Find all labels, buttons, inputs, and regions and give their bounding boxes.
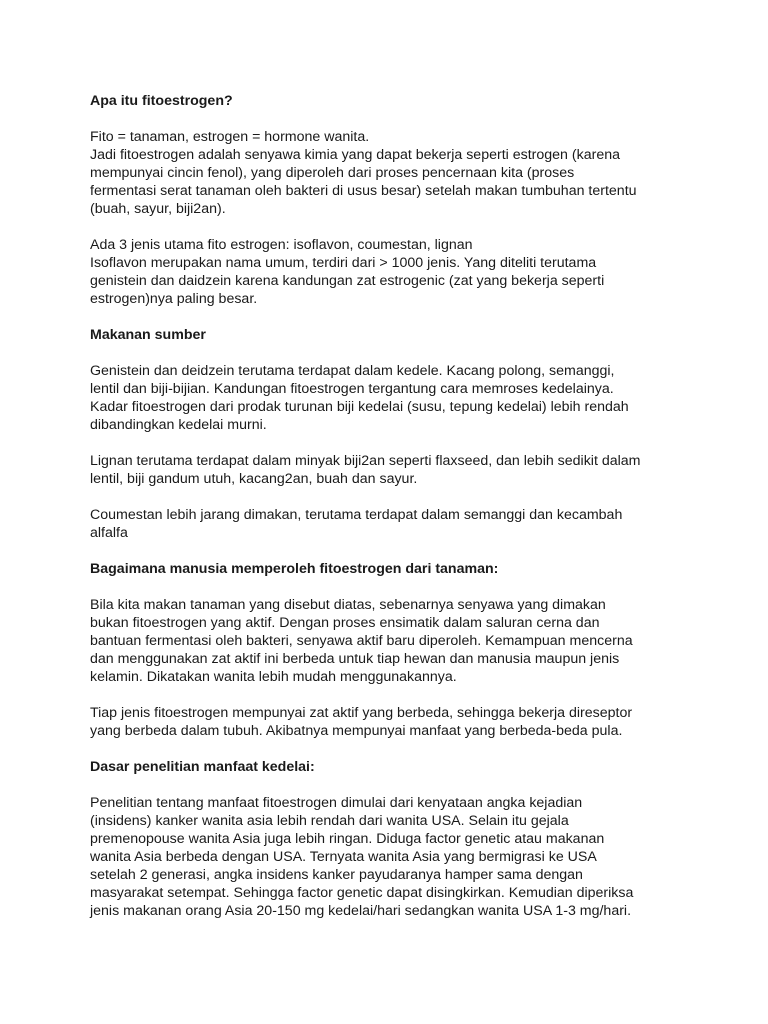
text-line: dan menggunakan zat aktif ini berbeda untuk tiap hewan dan manusia maupun jenis [90, 651, 620, 667]
section-heading: Dasar penelitian manfaat kedelai: [90, 759, 315, 775]
text-line: Tiap jenis fitoestrogen mempunyai zat aktif yang berbeda, sehingga bekerja direseptor [90, 705, 633, 721]
text-line: masyarakat setempat. Sehingga factor genetic dapat disingkirkan. Kemudian diperiksa [90, 885, 634, 901]
paragraph [90, 506, 690, 542]
text-line: bukan fitoestrogen yang aktif. Dengan proses ensimatik dalam saluran cerna dan [90, 615, 600, 631]
section-dasar-penelitian [90, 758, 690, 920]
text-line: fermentasi serat tanaman oleh bakteri di usus besar) setelah makan tumbuhan tertentu [90, 183, 637, 199]
paragraph [90, 596, 690, 686]
text-line: wanita Asia berbeda dengan USA. Ternyata wanita Asia yang bermigrasi ke USA [90, 849, 597, 865]
text-line: estrogen)nya paling besar. [90, 291, 258, 307]
text-line: lentil dan biji-bijian. Kandungan fitoestrogen tergantung cara memroses kedelainya. [90, 381, 614, 397]
section-heading: Makanan sumber [90, 327, 206, 343]
section-makanan-sumber [90, 326, 690, 542]
text-line: Coumestan lebih jarang dimakan, terutama terdapat dalam semanggi dan kecambah [90, 507, 623, 523]
text-line: genistein dan daidzein karena kandungan zat estrogenic (zat yang bekerja seperti [90, 273, 605, 289]
text-line: Ada 3 jenis utama fito estrogen: isoflavon, coumestan, lignan [90, 237, 473, 253]
paragraph [90, 452, 690, 488]
text-line: kelamin. Dikatakan wanita lebih mudah menggunakannya. [90, 669, 457, 685]
section-memperoleh-fitoestrogen [90, 560, 690, 740]
text-line: premenopouse wanita Asia juga lebih ringan. Diduga factor genetic atau makanan [90, 831, 605, 847]
text-line: alfalfa [90, 525, 128, 541]
text-line: Kadar fitoestrogen dari prodak turunan biji kedelai (susu, tepung kedelai) lebih rendah [90, 399, 629, 415]
section-heading: Bagaimana manusia memperoleh fitoestrogen dari tanaman: [90, 561, 499, 577]
text-line: Penelitian tentang manfaat fitoestrogen dimulai dari kenyataan angka kejadian [90, 795, 583, 811]
text-line: Fito = tanaman, estrogen = hormone wanita. [90, 129, 370, 145]
text-line: bantuan fermentasi oleh bakteri, senyawa aktif baru diperoleh. Kemampuan mencerna [90, 633, 633, 649]
section-heading: Apa itu fitoestrogen? [90, 93, 233, 109]
paragraph [90, 794, 690, 920]
text-line: Isoflavon merupakan nama umum, terdiri dari > 1000 jenis. Yang diteliti terutama [90, 255, 597, 271]
text-line: (buah, sayur, biji2an). [90, 201, 226, 217]
text-line: (insidens) kanker wanita asia lebih rendah dari wanita USA. Selain itu gejala [90, 813, 569, 829]
paragraph [90, 236, 690, 308]
text-line: setelah 2 generasi, angka insidens kanker payudaranya hamper sama dengan [90, 867, 583, 883]
document-page [90, 92, 690, 938]
text-line: dibandingkan kedelai murni. [90, 417, 267, 433]
text-line: mempunyai cincin fenol), yang diperoleh dari proses pencernaan kita (proses [90, 165, 575, 181]
paragraph [90, 362, 690, 434]
text-line: Bila kita makan tanaman yang disebut diatas, sebenarnya senyawa yang dimakan [90, 597, 606, 613]
text-line: lentil, biji gandum utuh, kacang2an, buah dan sayur. [90, 471, 418, 487]
paragraph [90, 128, 690, 218]
paragraph [90, 704, 690, 740]
text-line: Jadi fitoestrogen adalah senyawa kimia yang dapat bekerja seperti estrogen (karena [90, 147, 620, 163]
text-line: Genistein dan deidzein terutama terdapat dalam kedele. Kacang polong, semanggi, [90, 363, 615, 379]
text-line: yang berbeda dalam tubuh. Akibatnya mempunyai manfaat yang berbeda-beda pula. [90, 723, 623, 739]
text-line: jenis makanan orang Asia 20-150 mg kedelai/hari sedangkan wanita USA 1-3 mg/hari. [90, 903, 632, 919]
section-apa-itu-fitoestrogen [90, 92, 690, 308]
text-line: Lignan terutama terdapat dalam minyak biji2an seperti flaxseed, dan lebih sedikit dalam [90, 453, 641, 469]
